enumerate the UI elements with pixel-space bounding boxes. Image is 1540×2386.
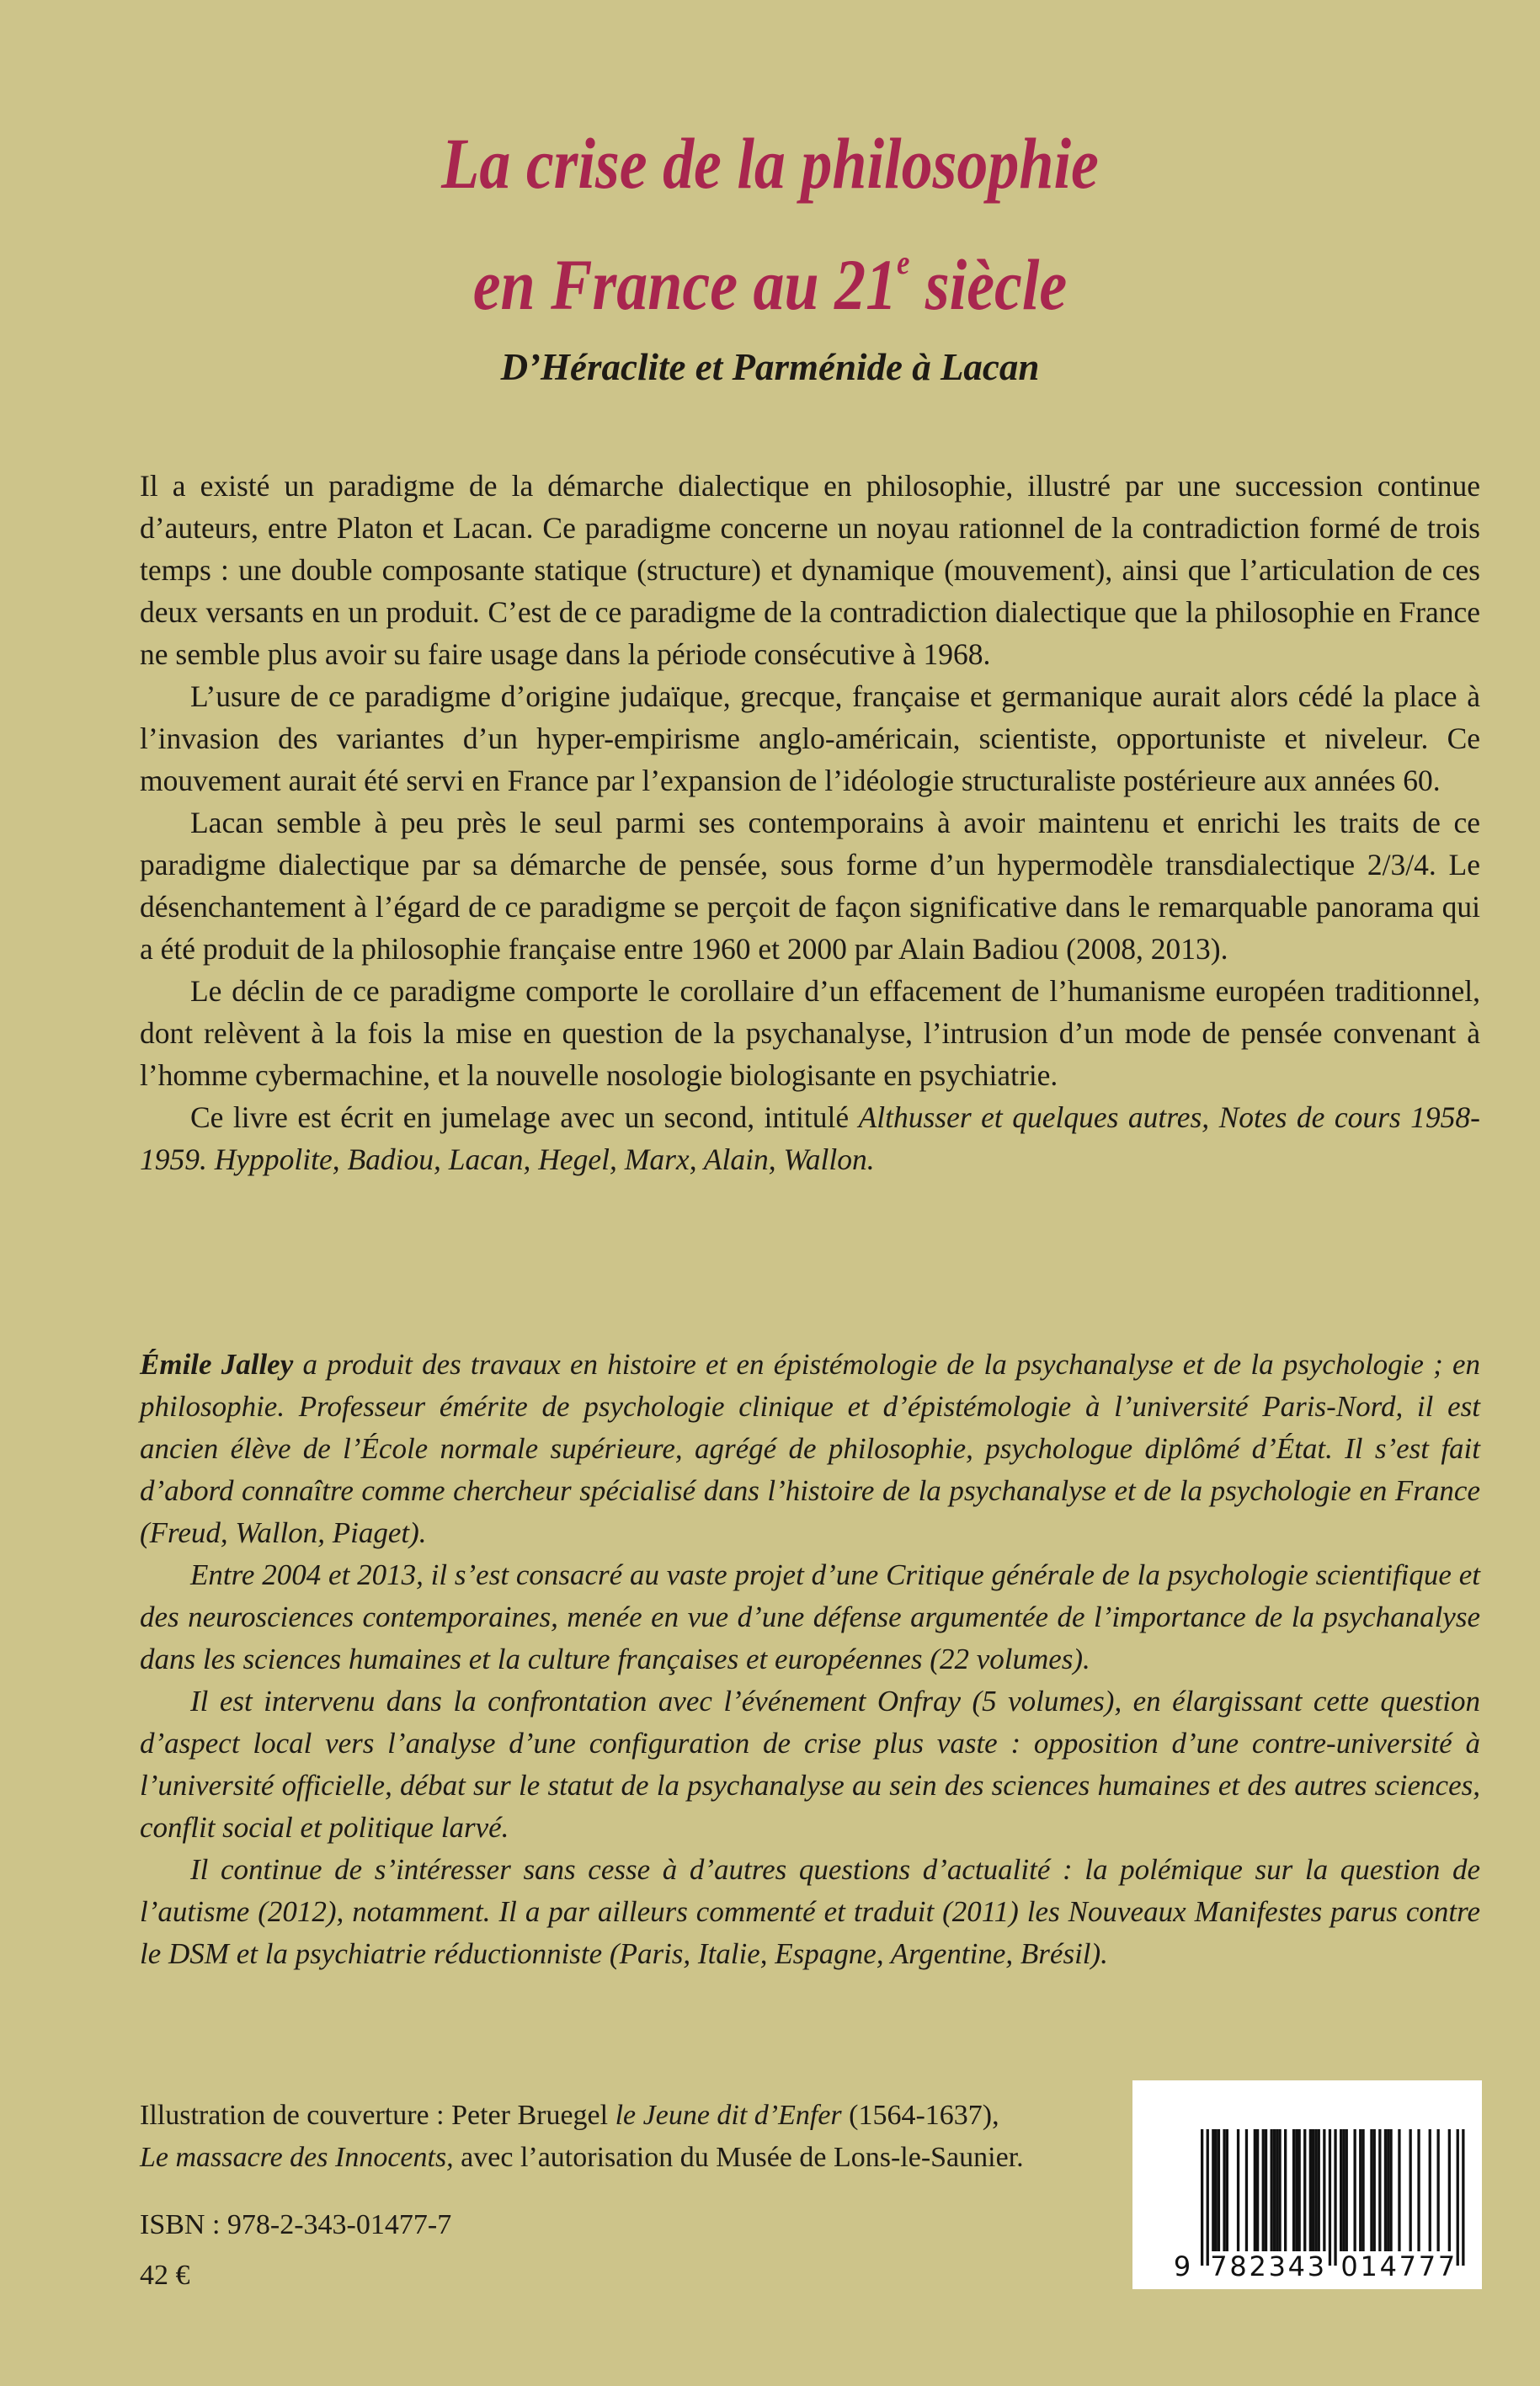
barcode-bar	[1273, 2129, 1276, 2251]
barcode-bar	[1223, 2129, 1225, 2251]
price: 42 €	[140, 2260, 190, 2291]
barcode-bar	[1417, 2129, 1420, 2251]
barcode-bar	[1334, 2129, 1336, 2266]
barcode-bar	[1215, 2129, 1218, 2251]
barcode-bar	[1298, 2129, 1301, 2251]
title-line-2	[108, 213, 1432, 334]
title-superscript: e	[897, 243, 910, 281]
title-text: en France au 21	[472, 244, 898, 325]
barcode-bar	[1314, 2129, 1317, 2251]
bio-text: a produit des travaux en histoire et en épistémologie de la psychanalyse et de la psychologie ; en philosophie. Professeur émérite de psychologie clinique et d’épistémologie à l’université Paris-Nord, il est ancien élève de l’École normale supérieure, agrégé de philosophie, psychologue diplômé d’État. Il s’est fait d’abord connaître comme chercheur spécialisé dans l’histoire de la psychanalyse et de la psychologie en France (Freud, Wallon, Piaget).	[140, 1348, 1480, 1549]
author-name: Émile Jalley	[140, 1348, 294, 1381]
bio-paragraph: Il est intervenu dans la confrontation avec l’événement Onfray (5 volumes), en élargissant cette question d’aspect local vers l’analyse d’une configuration de crise plus vaste : opposition d’une contre-université à l’université officielle, débat sur le statut de la psychanalyse au sein des sciences humaines et des autres sciences, conflit social et politique larvé.	[140, 1685, 1480, 1844]
barcode-bar	[1384, 2129, 1387, 2251]
summary-paragraph: Lacan semble à peu près le seul parmi ses contemporains à avoir maintenu et enrichi les traits de ce paradigme dialectique par sa démarche de pensée, sous forme d’un hypermodèle transdialectique 2/3/4. Le désenchantement à l’égard de ce paradigme se perçoit de façon significative dans le remarquable panorama qui a été produit de la philosophie française entre 1960 et 2000 par Alain Badiou (2008, 2013).	[140, 806, 1480, 966]
summary-paragraph: Il a existé un paradigme de la démarche dialectique en philosophie, illustré par une succession continue d’auteurs, entre Platon et Lacan. Ce paradigme concerne un noyau rationnel de la contradiction formé de trois temps : une double composante statique (structure) et dynamique (mouvement), ainsi que l’articulation de ces deux versants en un produit. C’est de ce paradigme de la contradiction dialectique que la philosophie en France ne semble plus avoir su faire usage dans la période consécutive à 1968.	[140, 469, 1480, 671]
barcode-bar	[1271, 2129, 1273, 2251]
isbn: ISBN : 978-2-343-01477-7	[140, 2209, 452, 2240]
barcode-bar	[1387, 2129, 1389, 2251]
barcode-bar	[1429, 2129, 1431, 2251]
barcode-bar	[1278, 2129, 1281, 2251]
barcode-bar	[1212, 2129, 1214, 2251]
barcode-digit: 8	[1229, 2250, 1247, 2282]
title-line-1: La crise de la philosophie	[441, 123, 1099, 204]
barcode-bar	[1359, 2129, 1361, 2251]
barcode-bar	[1226, 2129, 1228, 2251]
barcode-digit: 7	[1437, 2250, 1456, 2282]
barcode-bar	[1342, 2129, 1345, 2251]
barcode-bar	[1389, 2129, 1392, 2251]
credit-text: Illustration de couverture : Peter Bruegel	[140, 2100, 615, 2131]
barcode-digit: 9	[1173, 2250, 1191, 2282]
credit-artwork: Le massacre des Innocents,	[140, 2142, 454, 2173]
barcode-bar	[1437, 2129, 1440, 2251]
book-title	[108, 114, 1432, 334]
barcode-bar	[1207, 2129, 1209, 2266]
barcode-digit: 7	[1418, 2250, 1436, 2282]
barcode-graphic	[1132, 2080, 1482, 2289]
barcode-bar	[1309, 2129, 1312, 2251]
barcode-digit: 2	[1249, 2250, 1266, 2282]
barcode-bar	[1462, 2129, 1464, 2266]
summary	[140, 465, 1480, 1180]
bio-paragraph: Il continue de s’intéresser sans cesse à d’autres questions d’actualité : la polémique sur la question de l’autisme (2012), notamment. Il a par ailleurs commenté et traduit (2011) les Nouveaux Manifestes parus contre le DSM et la psychiatrie réductionniste (Paris, Italie, Espagne, Argentine, Brésil).	[140, 1853, 1480, 1970]
barcode-bar	[1346, 2129, 1348, 2251]
barcode-bar	[1292, 2129, 1295, 2251]
barcode-bar	[1284, 2129, 1287, 2251]
barcode-digit: 4	[1287, 2250, 1306, 2282]
credit-artist: le Jeune dit d’Enfer	[615, 2100, 842, 2131]
barcode-bar	[1318, 2129, 1320, 2251]
barcode-bar	[1237, 2129, 1239, 2251]
barcode-bar	[1201, 2129, 1203, 2266]
barcode-bar	[1303, 2129, 1306, 2251]
barcode-bar	[1265, 2129, 1267, 2251]
barcode-bar	[1378, 2129, 1381, 2251]
barcode-digit: 7	[1210, 2250, 1228, 2282]
barcode-bar	[1370, 2129, 1372, 2251]
cover-illustration-credit	[140, 2095, 1024, 2179]
barcode-bar	[1256, 2129, 1259, 2251]
barcode-bar	[1312, 2129, 1314, 2251]
barcode-bar	[1323, 2129, 1325, 2251]
credit-dates: (1564-1637),	[841, 2100, 999, 2131]
barcode-bar	[1398, 2129, 1400, 2251]
barcode-digit: 0	[1340, 2250, 1358, 2282]
summary-paragraph: Le déclin de ce paradigme comporte le corollaire d’un effacement de l’humanisme européen traditionnel, dont relèvent à la fois la mise en question de la psychanalyse, l’intrusion d’un mode de pensée convenant à l’homme cybermachine, et la nouvelle nosologie biologisante en psychiatrie.	[140, 974, 1480, 1092]
credit-text: avec l’autorisation du Musée de Lons-le-Saunier.	[453, 2142, 1024, 2173]
book-subtitle: D’Héraclite et Parménide à Lacan	[500, 346, 1040, 388]
barcode-bar	[1262, 2129, 1265, 2251]
barcode	[1132, 2080, 1482, 2289]
barcode-bar	[1373, 2129, 1376, 2251]
barcode-bar	[1295, 2129, 1298, 2251]
summary-text: Ce livre est écrit en jumelage avec un second, intitulé	[190, 1100, 859, 1134]
barcode-bar	[1254, 2129, 1256, 2251]
barcode-digit: 1	[1360, 2250, 1377, 2282]
summary-paragraph	[140, 1096, 1480, 1180]
barcode-digit: 3	[1307, 2250, 1325, 2282]
barcode-digit: 3	[1268, 2250, 1286, 2282]
barcode-bar	[1409, 2129, 1412, 2251]
barcode-bar	[1354, 2129, 1356, 2251]
barcode-bar	[1245, 2129, 1248, 2251]
bio-paragraph	[140, 1344, 1480, 1554]
barcode-bar	[1448, 2129, 1451, 2251]
barcode-digit: 4	[1379, 2250, 1397, 2282]
author-bio	[140, 1344, 1480, 1975]
title-text: siècle	[909, 244, 1068, 325]
barcode-bar	[1340, 2129, 1342, 2251]
related-book-title: Althusser et quelques autres, Notes de cours 1958-1959. Hyppolite, Badiou, Lacan, Hegel, Marx, Alain, Wallon.	[140, 1100, 1480, 1176]
barcode-bar	[1218, 2129, 1220, 2251]
barcode-bar	[1329, 2129, 1331, 2266]
summary-paragraph: L’usure de ce paradigme d’origine judaïque, grecque, française et germanique aurait alors cédé la place à l’invasion des variantes d’un hyper-empirisme anglo-américain, scientiste, opportuniste et niveleur. Ce mouvement aurait été servi en France par l’expansion de l’idéologie structuraliste postérieure aux années 60.	[140, 679, 1480, 797]
barcode-bar	[1276, 2129, 1278, 2251]
barcode-bar	[1361, 2129, 1364, 2251]
barcode-digit: 7	[1399, 2250, 1417, 2282]
bio-paragraph: Entre 2004 et 2013, il s’est consacré au vaste projet d’une Critique générale de la psychologie scientifique et des neurosciences contemporaines, menée en vue d’une défense argumentée de l’importance de la psychanalyse dans les sciences humaines et la culture françaises et européennes (22 volumes).	[140, 1558, 1480, 1675]
barcode-bar	[1457, 2129, 1459, 2266]
